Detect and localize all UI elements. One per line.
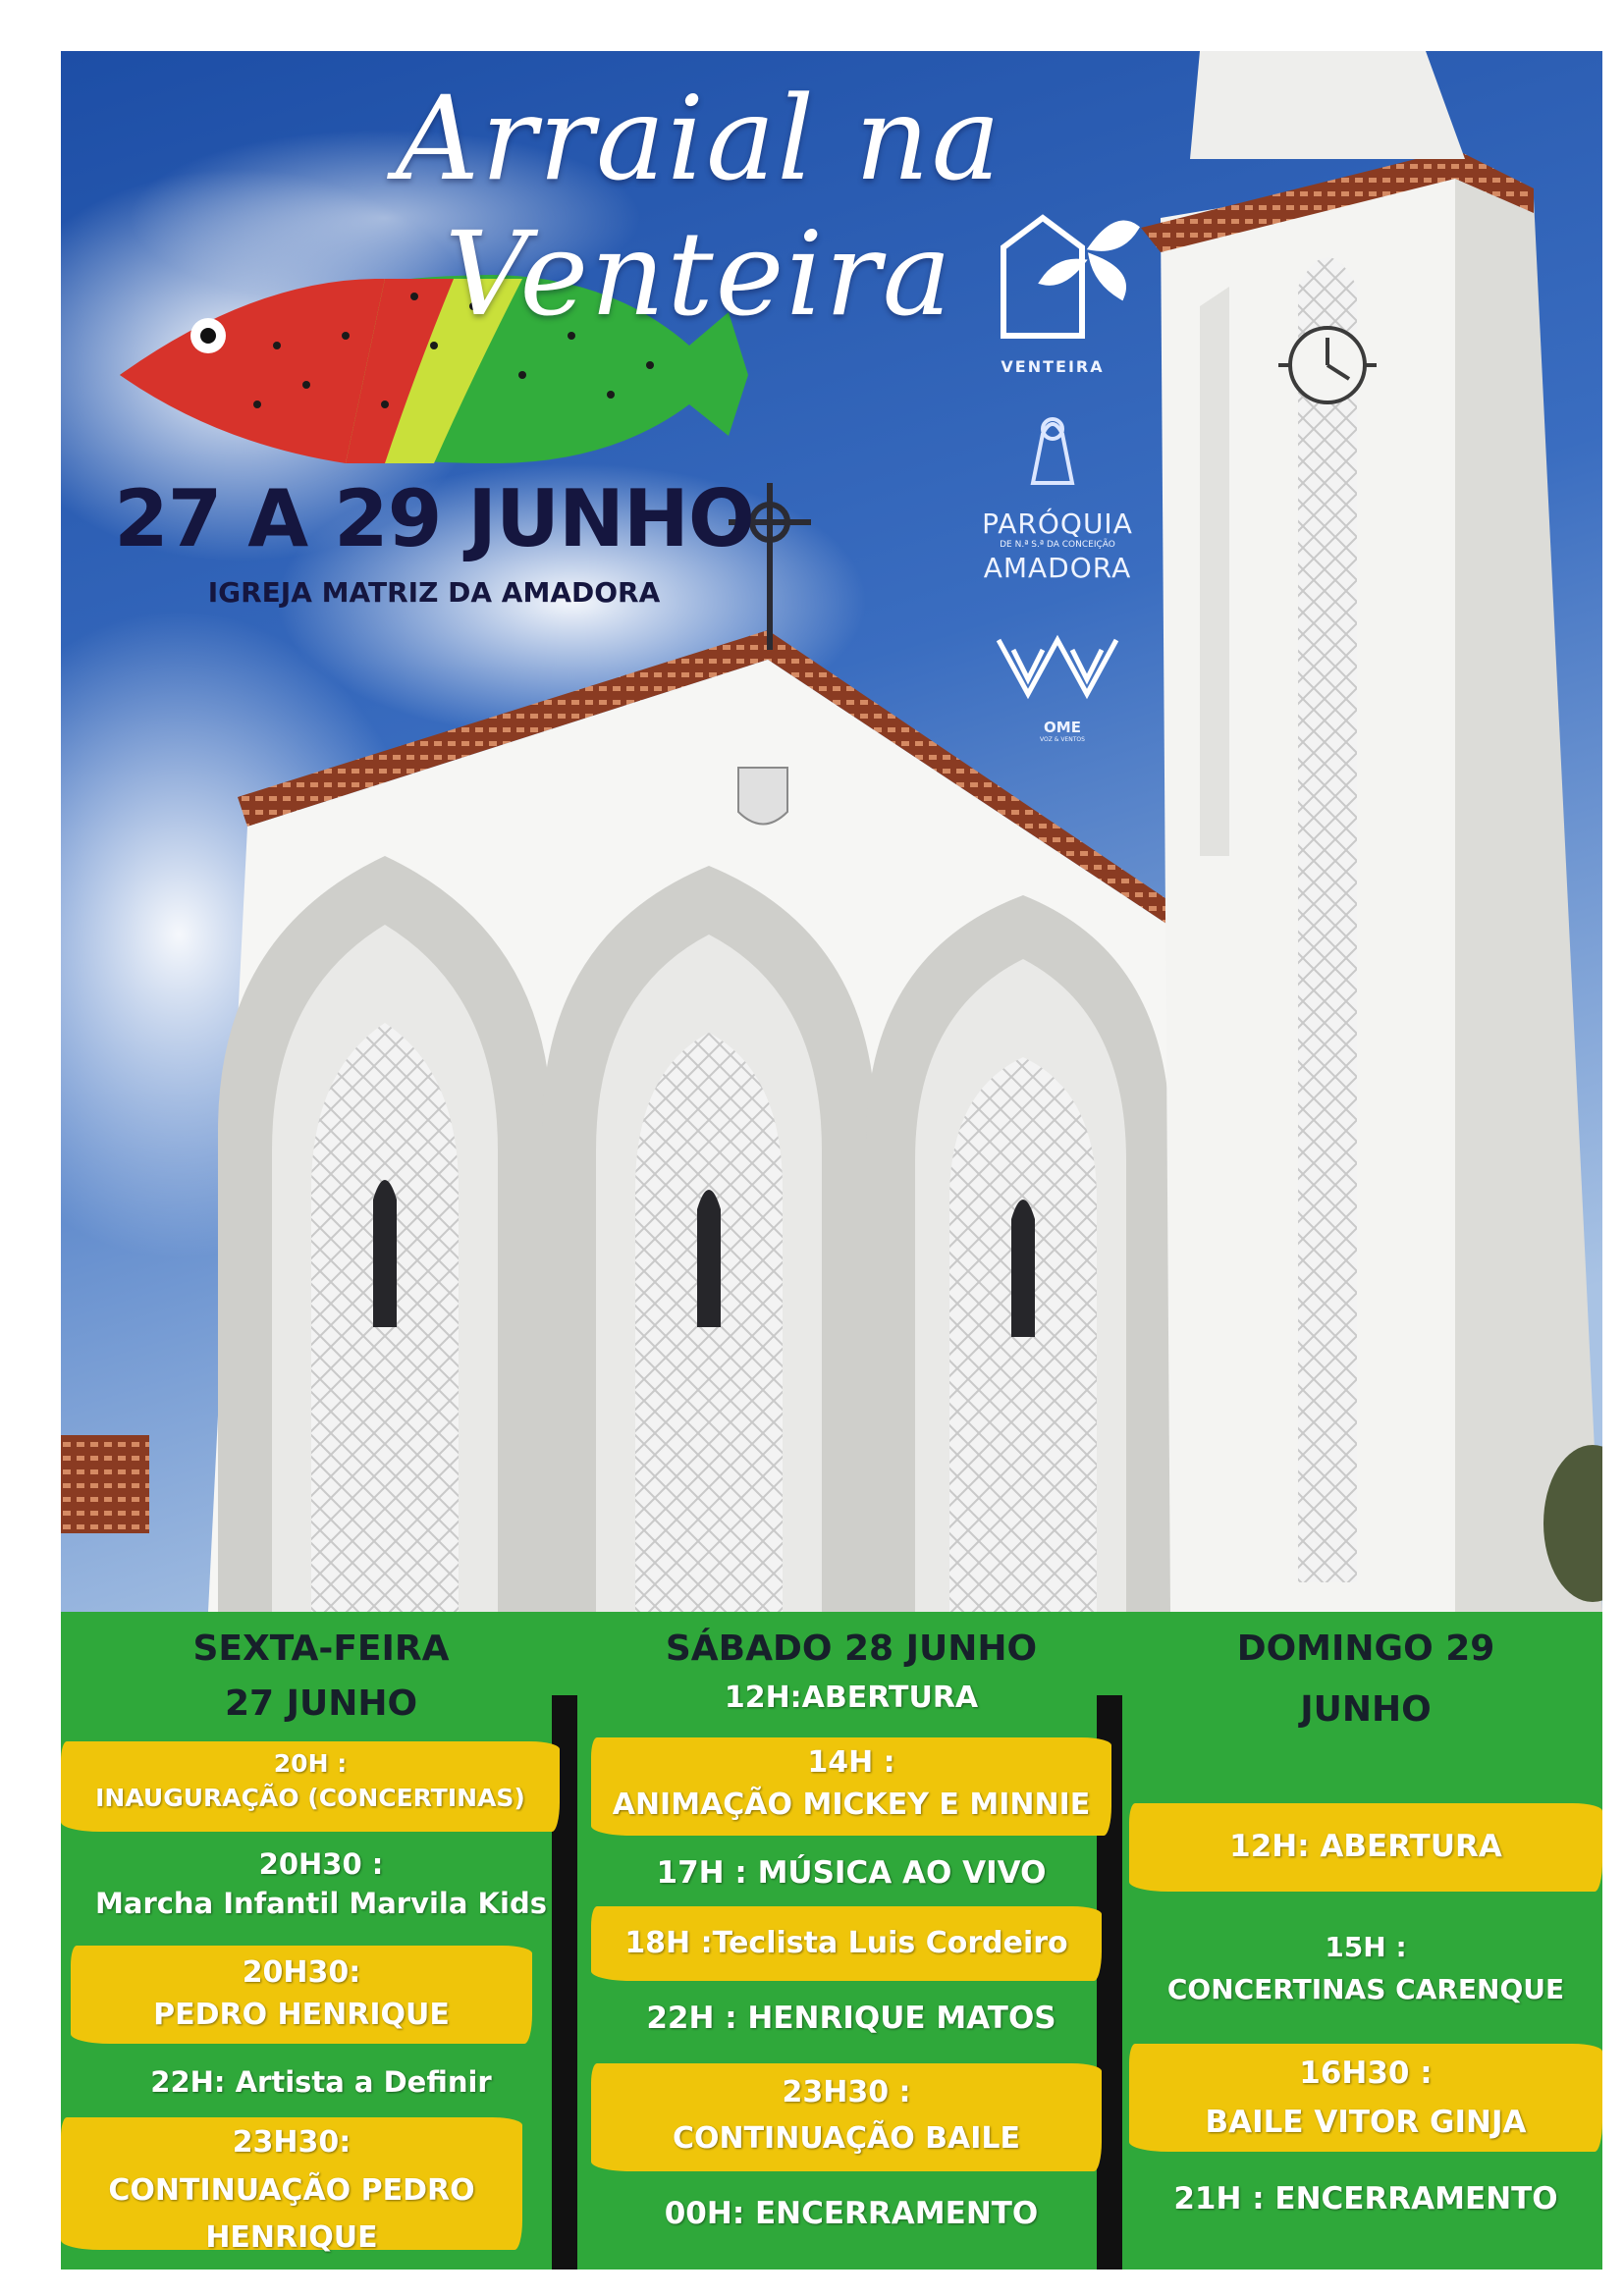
side-roof bbox=[61, 1435, 149, 1533]
ome-logo-line1: OME bbox=[1044, 719, 1081, 736]
day-heading: DOMINGO 29 bbox=[1236, 1629, 1495, 1669]
schedule-item bbox=[1129, 1803, 1602, 1892]
poster bbox=[61, 51, 1602, 2269]
day-heading-date: JUNHO bbox=[1300, 1689, 1432, 1730]
schedule-item bbox=[591, 2001, 1111, 2044]
item-time: 15H : bbox=[1325, 1931, 1407, 1963]
day-heading-date: 27 JUNHO bbox=[224, 1683, 418, 1724]
item-time: 16H30 : bbox=[1299, 2056, 1433, 2091]
item-time: 22H : HENRIQUE MATOS bbox=[646, 2001, 1056, 2036]
item-time: 23H30 : bbox=[782, 2075, 911, 2109]
schedule-item bbox=[591, 1906, 1102, 1981]
event-title: Arraial na Venteira bbox=[395, 71, 1003, 342]
item-time: 21H : ENCERRAMENTO bbox=[1173, 2181, 1558, 2216]
item-time: 22H: Artista a Definir bbox=[150, 2065, 492, 2099]
schedule-item bbox=[61, 2065, 581, 2109]
schedule-item bbox=[61, 1741, 560, 1832]
schedule-item bbox=[591, 1855, 1111, 1898]
item-label: CONTINUAÇÃO PEDRO HENRIQUE bbox=[108, 2173, 475, 2255]
schedule-item bbox=[591, 1737, 1111, 1836]
schedule-item bbox=[591, 2063, 1102, 2171]
schedule-item bbox=[1129, 1931, 1602, 2019]
item-time: 14H : bbox=[807, 1745, 895, 1780]
schedule-item bbox=[61, 1847, 581, 1934]
item-label: BAILE VITOR GINJA bbox=[1205, 2105, 1527, 2140]
item-time: 20H30 : bbox=[258, 1847, 384, 1881]
schedule-item bbox=[1129, 2181, 1602, 2224]
event-dates: 27 A 29 JUNHO bbox=[114, 473, 754, 564]
item-time: 00H: ENCERRAMENTO bbox=[664, 2196, 1039, 2231]
item-label: Marcha Infantil Marvila Kids bbox=[95, 1887, 547, 1920]
event-venue: IGREJA MATRIZ DA AMADORA bbox=[207, 576, 661, 609]
item-label: CONCERTINAS CARENQUE bbox=[1166, 1973, 1565, 2005]
item-time: 17H : MÚSICA AO VIVO bbox=[656, 1855, 1047, 1891]
schedule-item bbox=[61, 2117, 522, 2255]
schedule-item bbox=[1129, 2044, 1602, 2152]
item-time: 23H30: bbox=[232, 2125, 352, 2160]
item-label: ANIMAÇÃO MICKEY E MINNIE bbox=[612, 1788, 1091, 1822]
schedule-item bbox=[591, 2196, 1111, 2239]
paroquia-logo-line3: AMADORA bbox=[983, 552, 1132, 584]
ome-logo-line2: VOZ & VENTOS bbox=[1040, 736, 1085, 743]
arches bbox=[218, 856, 1170, 1612]
item-label: CONTINUAÇÃO BAILE bbox=[672, 2121, 1021, 2156]
item-time: 12H: ABERTURA bbox=[1229, 1829, 1502, 1864]
schedule-column-saturday bbox=[591, 1612, 1111, 2269]
schedule-column-friday bbox=[61, 1612, 581, 2269]
item-time: 18H :Teclista Luis Cordeiro bbox=[624, 1926, 1068, 1960]
coat-of-arms-icon bbox=[738, 768, 787, 825]
item-time: 20H30: bbox=[242, 1955, 361, 1990]
paroquia-logo-line2: DE N.ª S.ª DA CONCEIÇÃO bbox=[1000, 540, 1115, 550]
schedule-panel bbox=[61, 1612, 1602, 2269]
schedule-column-sunday bbox=[1129, 1612, 1602, 2269]
item-time: 20H : bbox=[273, 1749, 348, 1778]
paroquia-logo-line1: PARÓQUIA bbox=[982, 507, 1133, 540]
day-heading: SEXTA-FEIRA bbox=[192, 1629, 450, 1669]
item-label: PEDRO HENRIQUE bbox=[153, 1998, 450, 2032]
day-heading: SÁBADO 28 JUNHO bbox=[665, 1629, 1038, 1669]
venteira-logo-label: VENTEIRA bbox=[1001, 357, 1105, 376]
item-time: 12H:ABERTURA bbox=[724, 1681, 979, 1715]
schedule-item bbox=[71, 1946, 532, 2044]
schedule-item bbox=[591, 1681, 1111, 1720]
item-label: INAUGURAÇÃO (CONCERTINAS) bbox=[95, 1784, 525, 1812]
